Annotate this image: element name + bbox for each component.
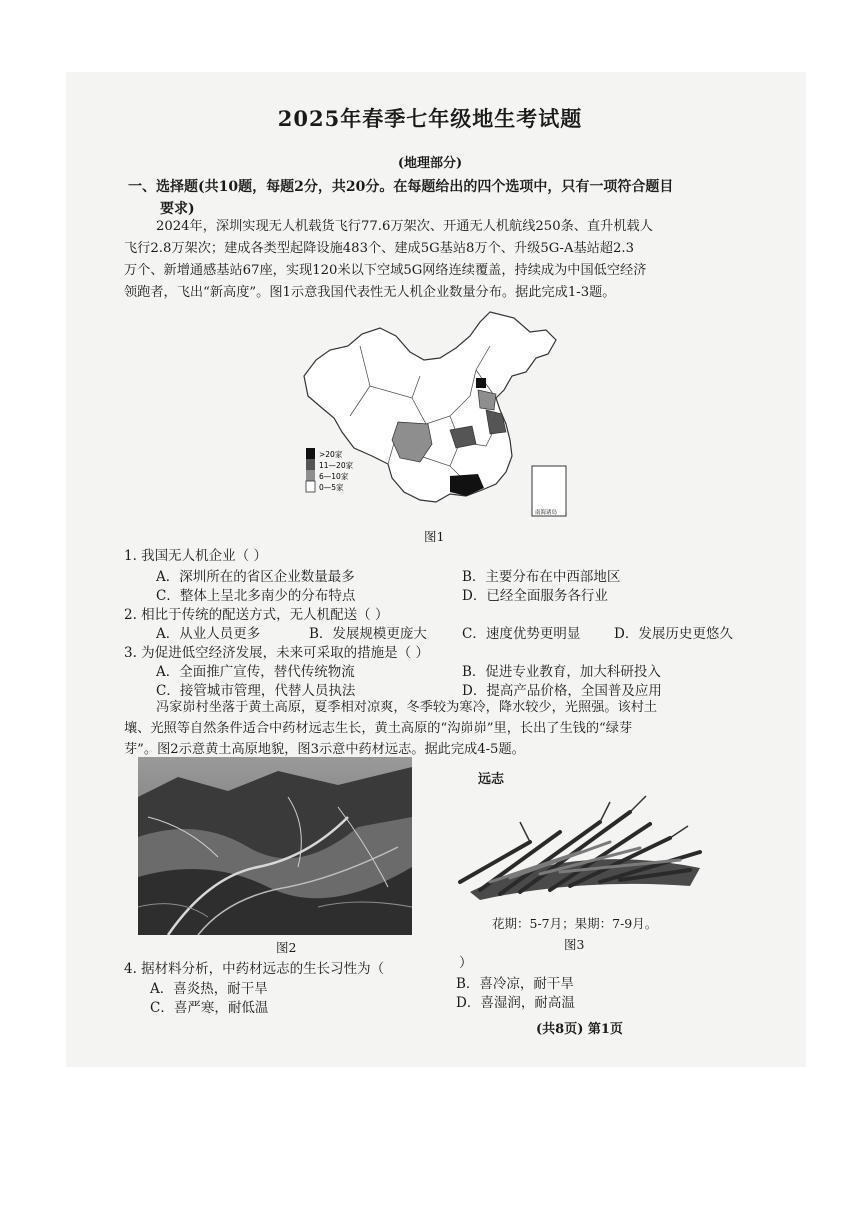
china-map <box>300 306 572 522</box>
q1-option-d: D．已经全面服务各行业 <box>462 588 608 604</box>
passage-2-line: 壤、光照等自然条件适合中药材远志生长，黄土高原的“沟峁峁”里，长出了生钱的“绿芽 <box>124 721 633 736</box>
legend-swatch <box>306 448 315 459</box>
south-china-sea-inset <box>532 466 566 516</box>
section-heading <box>128 176 673 220</box>
passage-1-line: 飞行2.8万架次；建成各类型起降设施483个、建成5G基站8万个、升级5G-A基站超2.3 <box>124 241 635 256</box>
passage-1-line: 领跑者，飞出“新高度”。图1示意我国代表性无人机企业数量分布。据此完成1-3题。 <box>124 285 616 300</box>
figure-3-label: 远志 <box>478 772 505 787</box>
q3-option-d: D．提高产品价格，全国普及应用 <box>462 683 662 699</box>
q4-option-b: B．喜冷凉，耐干旱 <box>456 976 574 992</box>
q4-option-c: C．喜严寒，耐低温 <box>150 1000 269 1016</box>
loess-plateau-photo <box>138 757 412 935</box>
region-level1 <box>476 378 486 388</box>
q2-option-c: C．速度优势更明显 <box>462 626 581 642</box>
question-4-stem: 4. 据材料分析，中药材远志的生长习性为（ <box>124 961 385 977</box>
passage-1 <box>124 216 653 304</box>
figure-3-caption: 图3 <box>564 937 585 952</box>
yuanzhi-herb-photo <box>450 782 712 910</box>
figure-2-caption: 图2 <box>276 940 297 955</box>
q4-option-a: A．喜炎热，耐干旱 <box>150 981 268 997</box>
q1-option-c: C．整体上呈北多南少的分布特点 <box>156 588 356 604</box>
section-subtitle: (地理部分) <box>397 156 463 171</box>
section-heading-line2: 要求) <box>160 201 195 217</box>
q2-option-b: B．发展规模更庞大 <box>309 626 427 642</box>
legend-swatch <box>306 481 315 492</box>
passage-1-line: 2024年，深圳实现无人机载货飞行77.6万架次、开通无人机航线250条、直升机载人 <box>156 219 653 234</box>
q1-option-a: A．深圳所在的省区企业数量最多 <box>156 569 355 585</box>
legend-swatch <box>306 470 315 481</box>
legend-swatch <box>306 459 315 470</box>
legend-label: 11—20家 <box>319 461 354 470</box>
legend-label: >20家 <box>319 450 343 459</box>
passage-2-line: 冯家峁村坐落于黄土高原，夏季相对凉爽，冬季较为寒冷，降水较少，光照强。该村土 <box>156 700 658 715</box>
q2-option-d: D．发展历史更悠久 <box>614 626 733 642</box>
passage-2 <box>124 697 657 760</box>
legend-label: 0—5家 <box>319 483 344 492</box>
passage-1-line: 万个、新增通感基站67座，实现120米以下空域5G网络连续覆盖，持续成为中国低空经济 <box>124 263 647 278</box>
q3-option-b: B．促进专业教育，加大科研投入 <box>462 664 661 680</box>
figure-3-info: 花期：5-7月；果期：7-9月。 <box>492 916 658 931</box>
figure-1-caption: 图1 <box>424 529 445 544</box>
legend-label: 6—10家 <box>319 472 349 481</box>
q4-option-d: D．喜湿润，耐高温 <box>456 995 575 1011</box>
question-3-stem: 3. 为促进低空经济发展，未来可采取的措施是（ ） <box>124 645 429 661</box>
q3-option-c: C．接管城市管理，代替人员执法 <box>156 683 356 699</box>
q2-option-a: A．从业人员更多 <box>156 626 261 642</box>
q3-option-a: A．全面推广宣传，替代传统物流 <box>156 664 355 680</box>
question-2-stem: 2. 相比于传统的配送方式，无人机配送（ ） <box>124 607 389 623</box>
question-1-stem: 1. 我国无人机企业（ ） <box>124 548 267 564</box>
q1-option-b: B．主要分布在中西部地区 <box>462 569 621 585</box>
page-title: 2025年春季七年级地生考试题 <box>277 106 583 131</box>
region-level1-guangdong <box>450 474 484 496</box>
passage-2-line: 芽”。图2示意黄土高原地貌，图3示意中药材远志。据此完成4-5题。 <box>124 742 525 757</box>
page-footer: (共8页) 第1页 <box>536 1022 623 1037</box>
inset-label: 南海诸岛 <box>535 510 558 516</box>
question-4-stem-end: ） <box>459 955 473 971</box>
section-heading-line1: 一、选择题(共10题，每题2分，共20分。在每题给出的四个选项中，只有一项符合题目 <box>128 179 674 195</box>
